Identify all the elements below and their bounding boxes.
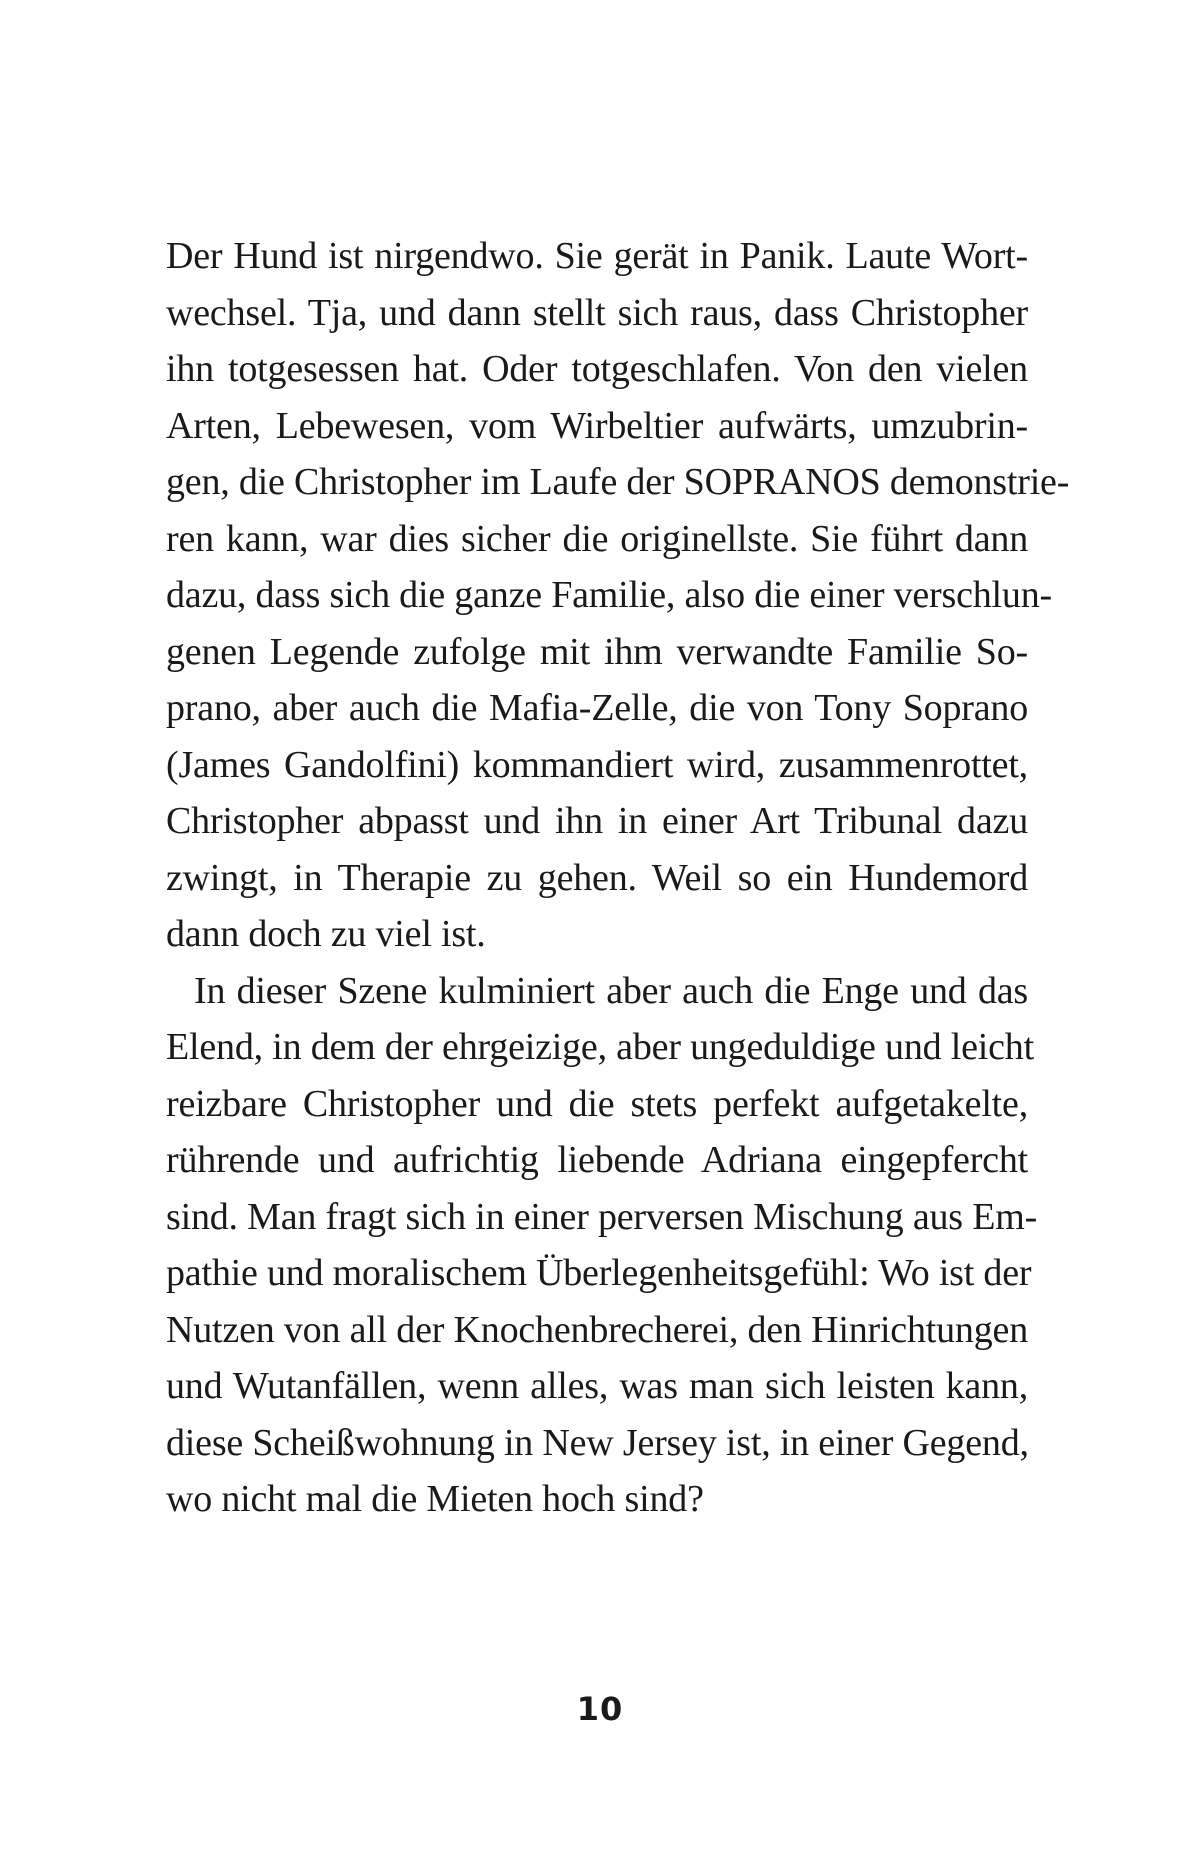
text-line: Der Hund ist nirgendwo. Sie gerät in Panik. Laute Wort- — [166, 235, 1028, 277]
page-number: 10 — [576, 1690, 624, 1728]
text-line: (James Gandolfini) kommandiert wird, zusammenrottet, — [166, 743, 1028, 786]
text-line: ihn totgesessen hat. Oder totgeschlafen. Von den vielen — [166, 348, 1028, 390]
paragraph-2 — [166, 963, 1038, 1528]
text-line: sind. Man fragt sich in einer perversen Mischung aus Em- — [166, 1195, 1038, 1238]
text-line: Arten, Lebewesen, vom Wirbeltier aufwärts, umzubrin- — [166, 404, 1028, 447]
text-line: reizbare Christopher und die stets perfekt aufgetakelte, — [166, 1082, 1028, 1125]
text-line: dazu, dass sich die ganze Familie, also die einer verschlun- — [166, 574, 1052, 616]
text-line: diese Scheißwohnung in New Jersey ist, in einer Gegend, — [166, 1421, 1029, 1464]
text-line: gen, die Christopher im Laufe der SOPRANOS demonstrie- — [166, 461, 1070, 503]
text-line: Christopher abpasst und ihn in einer Art Tribunal dazu — [166, 800, 1028, 842]
text-line: dann doch zu viel ist. — [166, 913, 486, 955]
text-line: Elend, in dem der ehrgeizige, aber ungeduldige und leicht — [166, 1026, 1034, 1068]
text-line: zwingt, in Therapie zu gehen. Weil so ein Hundemord — [166, 856, 1028, 899]
text-line: prano, aber auch die Mafia-Zelle, die von Tony Soprano — [166, 687, 1028, 729]
paragraph-1 — [166, 228, 1070, 963]
text-line: ren kann, war dies sicher die originellste. Sie führt dann — [166, 517, 1028, 560]
body-text — [166, 228, 1070, 1528]
text-line: rührende und aufrichtig liebende Adriana eingepfercht — [166, 1139, 1028, 1181]
text-line: Nutzen von all der Knochenbrecherei, den Hinrichtungen — [166, 1308, 1028, 1351]
text-line: und Wutanfällen, wenn alles, was man sich leisten kann, — [166, 1365, 1028, 1407]
text-line: wechsel. Tja, und dann stellt sich raus, dass Christopher — [166, 291, 1028, 334]
text-line: wo nicht mal die Mieten hoch sind? — [166, 1478, 704, 1520]
text-line: In dieser Szene kulminiert aber auch die Enge und das — [194, 969, 1028, 1012]
text-line: genen Legende zufolge mit ihm verwandte Familie So- — [166, 630, 1028, 673]
text-line: pathie und moralischem Überlegenheitsgefühl: Wo ist der — [166, 1252, 1032, 1294]
